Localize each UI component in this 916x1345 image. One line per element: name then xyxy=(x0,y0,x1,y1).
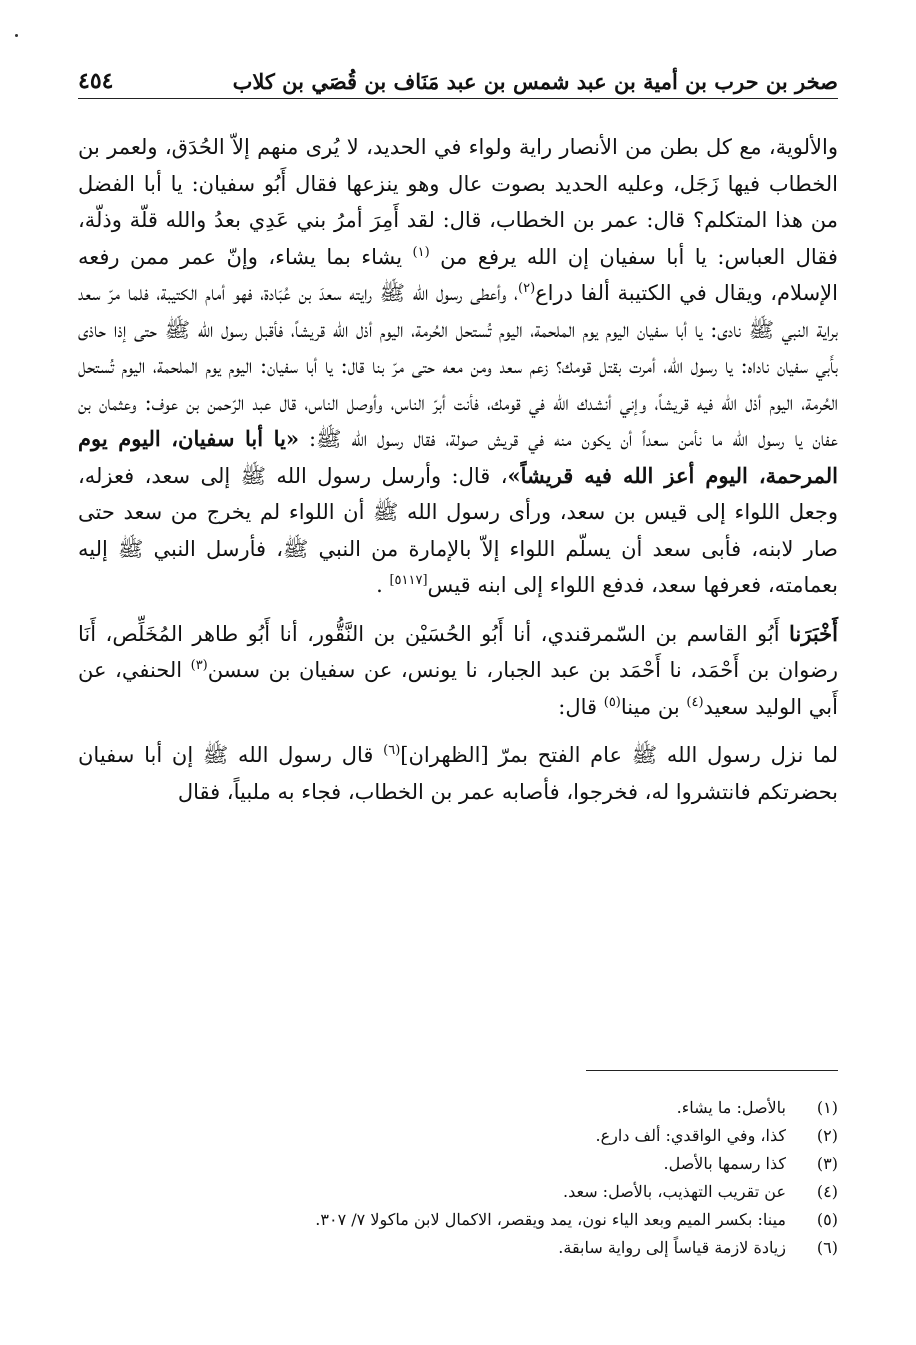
paragraph-1-text-d: ، قال: وأرسل رسول الله ﷺ إلى سعد، فعزله، وجعل اللواء إلى قيس بن سعد، ورأى رسول الله ﷺ أن اللواء لم يخرج من سعد حتى صار لابنه، فأبى سعد أن يسلّم اللواء إلاّ بالإمارة من النبي ﷺ، فأرسل النبي ﷺ إليه بعمامته، فعرفها سعد، فدفع اللواء إلى ابنه قيس xyxy=(78,463,838,597)
hadith-reference-number: [٥١١٧] xyxy=(389,573,428,588)
paragraph-1-text-a: والألوية، مع كل بطن من الأنصار راية ولواء في الحديد، لا يُرى منهم إلاّ الحُدَق، ولعمر بن الخطاب فيها زَجَل، وعليه الحديد بصوت عال وهو ينزعها فقال أَبُو سفيان: يا أبا الفضل من هذا المتكلم؟ قال: عمر بن الخطاب، قال: لقد أَمِرَ أمرُ بني عَدِي بعدُ والله قلّة وذلّة، فقال العباس: يا أبا سفيان إن الله يرفع من xyxy=(78,135,838,269)
paragraph-1-text-c: ، وأعطى رسول الله ﷺ رايته سعدَ بن عُبَادة، فهو أمام الكتيبة، فلما مرّ سعد براية النبي ﷺ نادى: يا أبا سفيان اليوم يوم الملحمة، اليوم تُستحل الحُرمة، اليوم أذل الله قريشاً، فأقبل رسول الله ﷺ حتى إذا حاذى بأَبي سفيان ناداه: يا رسول الله، أمرت بقتل قومك؟ زعم سعد ومن معه حتى مرّ بنا قال: يا أبا سفيان: اليوم يوم الملحمة، اليوم تُستحل الحُرمة، اليوم أذل الله فيه قريشاً، وإني أنشدك الله في قومك، فأنت أبرّ الناس، وأوصل الناس، قال عبد الرّحمن بن عوف: وعثمان بن عفان يا رسول الله ما نأمن سعداً أن يكون منه في قريش صولة، فقال رسول الله ﷺ: xyxy=(78,281,838,451)
footnote-item xyxy=(78,1178,838,1206)
footnote-marker-3: (٣) xyxy=(190,658,208,673)
footnote-text: كذا رسمها بالأصل. xyxy=(663,1154,786,1173)
paragraph-1 xyxy=(78,129,838,604)
paragraph-2-text-c: بن مينا xyxy=(620,694,687,719)
page-number: ٤٥٤ xyxy=(78,68,114,94)
scan-speck xyxy=(15,34,18,37)
paragraph-2-text-a: أَبُو القاسم بن السّمرقندي، أنا أَبُو الحُسَيْن بن النَّقُّور، أنا أَبُو طاهر المُخَلِّص، أَنَا رضوان بن أَحْمَد، نا أَحْمَد بن عبد الجبار، نا يونس، عن سفيان بن سسن xyxy=(78,621,839,682)
footnote-number: (٥) xyxy=(816,1210,838,1229)
footnote-item xyxy=(78,1122,838,1150)
main-text xyxy=(78,129,838,810)
paragraph-2-text-d: قال: xyxy=(558,694,604,719)
footnote-text: زيادة لازمة قياساً إلى رواية سابقة. xyxy=(558,1238,786,1257)
paragraph-3 xyxy=(78,737,838,810)
footnote-text: بالأصل: ما يشاء. xyxy=(676,1098,786,1117)
footnote-number: (٦) xyxy=(816,1238,838,1257)
paragraph-2-text-b: الحنفي، عن أَبي الوليد سعيد xyxy=(78,658,838,719)
running-title: صخر بن حرب بن أمية بن عبد شمس بن عبد مَنَاف بن قُصَي بن كلاب xyxy=(232,69,838,94)
footnote-text: مينا: بكسر الميم وبعد الياء نون، يمد ويقصر، الاكمال لابن ماكولا ٧/ ٣٠٧. xyxy=(315,1210,786,1229)
paragraph-3-text-b: قال رسول الله ﷺ إن أبا سفيان بحضرتكم فانتشروا له، فخرجوا، فأصابه عمر بن الخطاب، فجاء به ملبياً، فقال xyxy=(78,743,838,804)
footnote-number: (١) xyxy=(816,1098,838,1117)
footnote-number: (٢) xyxy=(816,1126,838,1145)
footnote-text: عن تقريب التهذيب، بالأصل: سعد. xyxy=(562,1182,786,1201)
paragraph-3-text-a: لما نزل رسول الله ﷺ عام الفتح بمرّ [الظهران] xyxy=(400,743,838,767)
footnote-number: (٣) xyxy=(816,1154,838,1173)
footnotes xyxy=(78,1094,838,1262)
book-page xyxy=(78,52,838,1332)
paragraph-1-end: . xyxy=(376,573,383,597)
footnote-number: (٤) xyxy=(816,1182,838,1201)
footnote-item xyxy=(78,1094,838,1122)
footnote-item xyxy=(78,1206,838,1234)
isnad-lead-word: أَخْبَرَنا xyxy=(789,620,838,646)
footnote-marker-2: (٢) xyxy=(518,281,536,296)
paragraph-1-text-b: يشاء بما يشاء، وإنّ عمر ممن رفعه الإسلام، ويقال في الكتيبة ألفا دراع xyxy=(78,244,838,305)
page-header xyxy=(78,52,838,99)
prophet-quote: «يا أبا سفيان، اليوم يوم المرحمة، اليوم أعز الله فيه قريشاً» xyxy=(78,426,838,488)
footnote-marker-1: (١) xyxy=(412,244,430,260)
footnote-marker-5: (٥) xyxy=(603,694,621,710)
footnote-marker-6: (٦) xyxy=(383,743,401,758)
footnote-item xyxy=(78,1234,838,1262)
footnote-item xyxy=(78,1150,838,1178)
footnote-marker-4: (٤) xyxy=(686,694,704,710)
footnote-separator xyxy=(586,1070,838,1071)
footnote-text: كذا، وفي الواقدي: ألف دارع. xyxy=(595,1126,786,1145)
paragraph-2 xyxy=(78,616,838,726)
